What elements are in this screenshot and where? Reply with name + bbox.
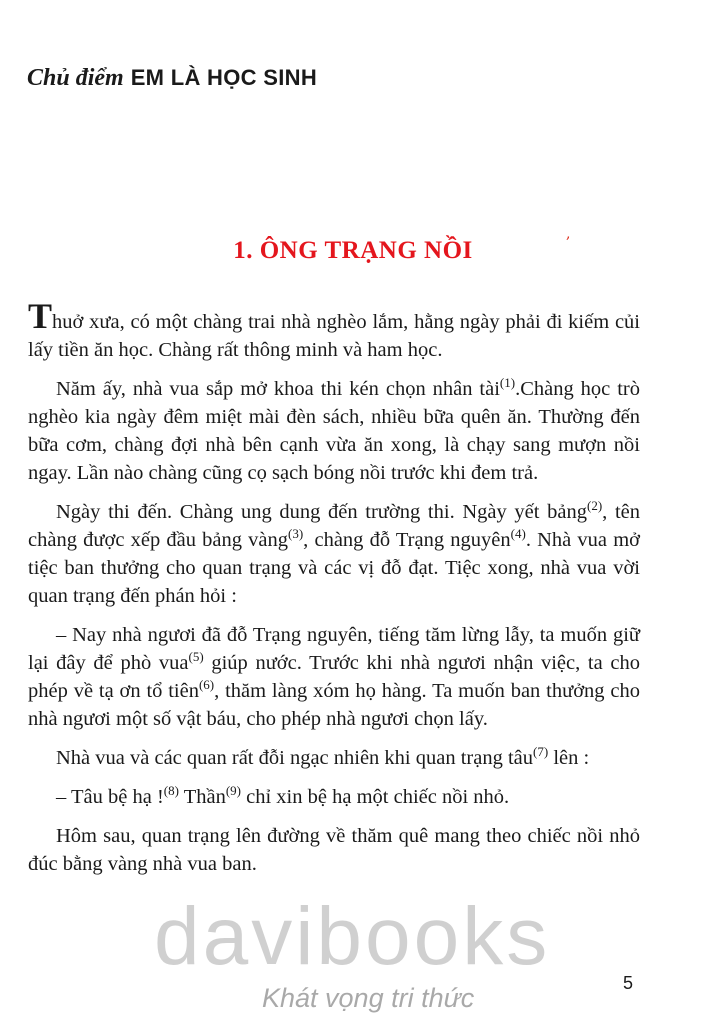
paragraph-text: – Nay nhà ngươi đã đỗ Trạng nguyên, tiếng tăm lừng lẫy, ta muốn giữ lại đây để phò vua	[28, 624, 640, 674]
story-title: 1. ÔNG TRẠNG NỒI	[233, 237, 473, 264]
page-number: 5	[623, 973, 634, 993]
paragraph-text: Nhà vua và các quan rất đỗi ngạc nhiên khi quan trạng tâu	[56, 747, 534, 769]
paragraph-text: . Nhà vua mở tiệc ban thưởng cho quan trạng và các vị đỗ đạt. Tiệc xong, nhà vua vời quan trạng đến phán hỏi :	[28, 529, 640, 607]
paragraph-3	[28, 498, 640, 610]
footnote-ref[interactable]: (3)	[288, 526, 304, 542]
footnote-ref[interactable]: (9)	[225, 783, 242, 799]
paragraph-1	[28, 296, 640, 364]
paragraph-5	[28, 744, 640, 772]
paragraph-text: Ngày thi đến. Chàng ung dung đến trường thi. Ngày yết bảng	[56, 501, 587, 523]
paragraph-text: lên :	[548, 747, 590, 769]
watermark-tagline: Khát vọng tri thức	[262, 983, 475, 1013]
paragraph-text: , thăm làng xóm họ hàng. Ta muốn ban thưởng cho nhà ngươi một số vật báu, cho phép nhà ngươi chọn lấy.	[28, 680, 640, 730]
paragraph-text: , chàng đỗ Trạng nguyên	[303, 529, 511, 551]
paragraph-text: – Tâu bệ hạ !	[56, 786, 164, 808]
footnote-ref[interactable]: (5)	[188, 649, 204, 665]
drop-cap: T	[28, 296, 53, 336]
paragraph-text: giúp nước. Trước khi nhà ngươi nhận việc, ta cho phép về tạ ơn tổ tiên	[28, 652, 640, 702]
footnote-ref[interactable]: (4)	[510, 526, 526, 542]
footnote-ref[interactable]: (6)	[198, 677, 215, 693]
paragraph-7	[28, 822, 640, 878]
paragraph-text: chỉ xin bệ hạ một chiếc nồi nhỏ.	[241, 786, 510, 808]
paragraph-6	[28, 783, 640, 811]
story-body	[28, 296, 640, 889]
footnote-ref[interactable]: (2)	[586, 498, 603, 514]
paragraph-2	[28, 375, 640, 487]
paragraph-text: Năm ấy, nhà vua sắp mở khoa thi kén chọn nhân tài	[56, 378, 500, 400]
chapter-heading	[27, 66, 317, 90]
paragraph-text: , tên chàng được xếp đầu bảng vàng	[28, 501, 640, 551]
footnote-ref[interactable]: (7)	[533, 744, 549, 760]
footnote-ref[interactable]: (8)	[163, 783, 179, 799]
footnote-ref[interactable]: (1)	[499, 375, 516, 391]
paragraph-text: .Chàng học trò nghèo kia ngày đêm miệt mài đèn sách, nhiều bữa quên ăn. Thường đến bữa cơm, chàng đợi nhà bên cạnh vừa ăn xong, là chạy sang mượn nồi ngay. Lần nào chàng cũng cọ sạch bóng nồi trước khi đem trả.	[28, 378, 640, 484]
print-speck: ,	[566, 226, 571, 242]
paragraph-text: Thần	[178, 786, 226, 808]
paragraph-text: huở xưa, có một chàng trai nhà nghèo lắm, hằng ngày phải đi kiếm củi lấy tiền ăn học. Chàng rất thông minh và ham học.	[28, 311, 640, 361]
paragraph-4	[28, 621, 640, 733]
chapter-prefix: Chủ điểm	[27, 65, 124, 91]
chapter-topic: EM LÀ HỌC SINH	[130, 65, 318, 90]
watermark-brand: davibooks	[154, 891, 551, 982]
paragraph-text: Hôm sau, quan trạng lên đường về thăm quê mang theo chiếc nồi nhỏ đúc bằng vàng nhà vua ban.	[28, 825, 640, 875]
